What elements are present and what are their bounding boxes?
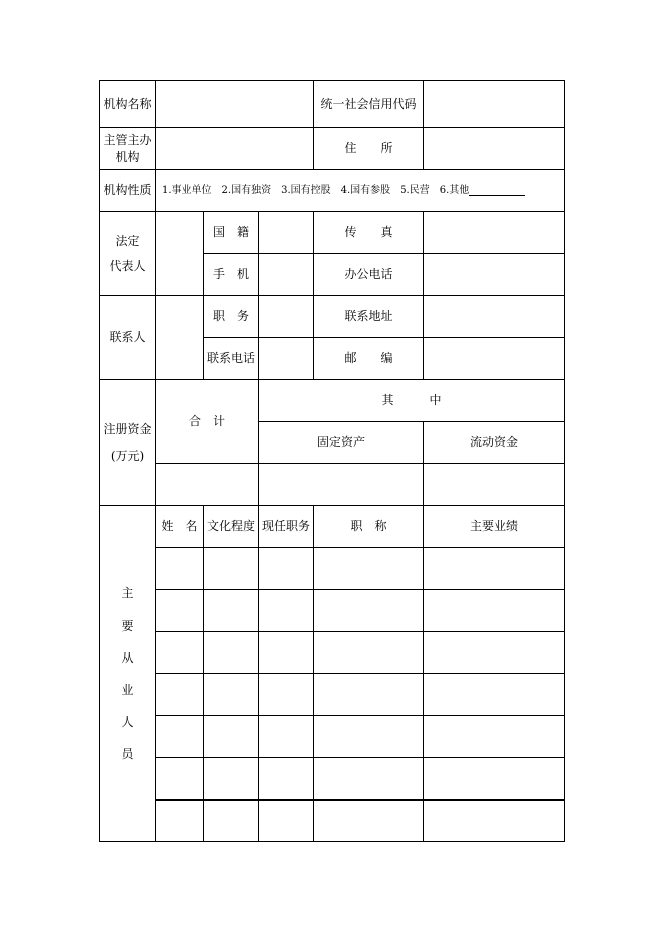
staff-label	[99, 505, 155, 842]
staff-header-name: 姓 名	[155, 505, 203, 547]
staff-name-cell[interactable]	[155, 757, 203, 799]
staff-position-cell[interactable]	[258, 631, 313, 673]
staff-achievements-cell[interactable]	[423, 799, 564, 842]
org-type-options	[155, 169, 564, 211]
staff-education-cell[interactable]	[203, 547, 258, 589]
staff-position-cell[interactable]	[258, 589, 313, 631]
office-phone-field[interactable]	[423, 253, 564, 295]
staff-header-education: 文化程度	[203, 505, 258, 547]
staff-title-cell[interactable]	[313, 799, 423, 842]
address-label: 住 所	[313, 127, 423, 169]
position-label: 职 务	[203, 295, 258, 337]
org-name-label: 机构名称	[99, 80, 155, 127]
org-type-label: 机构性质	[99, 169, 155, 211]
credit-code-field[interactable]	[423, 80, 564, 127]
contact-name-field[interactable]	[155, 295, 203, 379]
staff-name-cell[interactable]	[155, 799, 203, 842]
contact-label: 联系人	[99, 295, 155, 379]
staff-header-achievements: 主要业绩	[423, 505, 564, 547]
org-type-option-5[interactable]: 5.民营	[400, 184, 430, 196]
address-field[interactable]	[423, 127, 564, 169]
fax-label: 传 真	[313, 211, 423, 253]
fax-field[interactable]	[423, 211, 564, 253]
staff-position-cell[interactable]	[258, 799, 313, 842]
staff-header-title: 职 称	[313, 505, 423, 547]
staff-name-cell[interactable]	[155, 547, 203, 589]
mobile-field[interactable]	[258, 253, 313, 295]
capital-label	[99, 379, 155, 505]
supervisor-field[interactable]	[155, 127, 313, 169]
staff-title-cell[interactable]	[313, 631, 423, 673]
staff-label-char: 业	[121, 683, 134, 697]
total-label: 合 计	[155, 379, 258, 463]
staff-position-cell[interactable]	[258, 547, 313, 589]
staff-position-cell[interactable]	[258, 673, 313, 715]
legal-rep-label-line2: 代表人	[109, 258, 146, 273]
contact-phone-label: 联系电话	[203, 337, 258, 379]
supervisor-label	[99, 127, 155, 169]
fixed-assets-label: 固定资产	[258, 421, 423, 463]
staff-achievements-cell[interactable]	[423, 673, 564, 715]
working-capital-label: 流动资金	[423, 421, 564, 463]
total-field[interactable]	[155, 463, 258, 505]
org-type-other-blank[interactable]	[469, 186, 525, 196]
staff-label-char: 从	[121, 650, 134, 665]
office-phone-label: 办公电话	[313, 253, 423, 295]
nationality-label: 国 籍	[203, 211, 258, 253]
staff-title-cell[interactable]	[313, 715, 423, 757]
staff-achievements-cell[interactable]	[423, 715, 564, 757]
staff-education-cell[interactable]	[203, 673, 258, 715]
staff-name-cell[interactable]	[155, 673, 203, 715]
capital-label-line1: 注册资金	[103, 422, 152, 437]
staff-education-cell[interactable]	[203, 589, 258, 631]
credit-code-label: 统一社会信用代码	[313, 80, 423, 127]
org-name-field[interactable]	[155, 80, 313, 127]
mobile-label: 手 机	[203, 253, 258, 295]
staff-title-cell[interactable]	[313, 757, 423, 799]
table-thick-divider	[155, 799, 565, 801]
staff-education-cell[interactable]	[203, 715, 258, 757]
table-right-border	[564, 80, 565, 842]
staff-title-cell[interactable]	[313, 589, 423, 631]
org-type-option-3[interactable]: 3.国有控股	[281, 184, 331, 196]
org-type-option-6[interactable]: 6.其他	[439, 184, 470, 196]
staff-name-cell[interactable]	[155, 715, 203, 757]
staff-position-cell[interactable]	[258, 757, 313, 799]
contact-phone-field[interactable]	[258, 337, 313, 379]
legal-rep-name-field[interactable]	[155, 211, 203, 295]
org-type-option-2[interactable]: 2.国有独资	[221, 184, 272, 196]
staff-achievements-cell[interactable]	[423, 757, 564, 799]
position-field[interactable]	[258, 295, 313, 337]
legal-rep-label	[99, 211, 155, 295]
staff-label-char: 主	[121, 586, 134, 601]
staff-title-cell[interactable]	[313, 547, 423, 589]
staff-label-char: 要	[121, 618, 134, 633]
contact-address-field[interactable]	[423, 295, 564, 337]
staff-achievements-cell[interactable]	[423, 589, 564, 631]
nationality-field[interactable]	[258, 211, 313, 253]
staff-label-char: 员	[121, 747, 134, 762]
staff-education-cell[interactable]	[203, 631, 258, 673]
staff-education-cell[interactable]	[203, 757, 258, 799]
staff-label-vertical	[121, 577, 133, 770]
postcode-label: 邮 编	[313, 337, 423, 379]
staff-position-cell[interactable]	[258, 715, 313, 757]
staff-title-cell[interactable]	[313, 673, 423, 715]
supervisor-label-line1: 主管主办	[103, 133, 152, 148]
staff-achievements-cell[interactable]	[423, 631, 564, 673]
working-capital-field[interactable]	[423, 463, 564, 505]
contact-address-label: 联系地址	[313, 295, 423, 337]
staff-name-cell[interactable]	[155, 589, 203, 631]
staff-education-cell[interactable]	[203, 799, 258, 842]
supervisor-label-line2: 机构	[115, 149, 140, 164]
staff-header-position: 现任职务	[258, 505, 313, 547]
postcode-field[interactable]	[423, 337, 564, 379]
fixed-assets-field[interactable]	[258, 463, 423, 505]
org-type-option-4[interactable]: 4.国有参股	[340, 184, 391, 196]
staff-name-cell[interactable]	[155, 631, 203, 673]
table-bottom-border	[99, 841, 565, 842]
staff-achievements-cell[interactable]	[423, 547, 564, 589]
among-label: 其 中	[258, 379, 564, 421]
capital-label-line2: (万元)	[110, 448, 145, 463]
org-type-option-1[interactable]: 1.事业单位	[162, 184, 212, 196]
legal-rep-label-line1: 法定	[115, 234, 140, 249]
staff-label-char: 人	[121, 715, 134, 730]
